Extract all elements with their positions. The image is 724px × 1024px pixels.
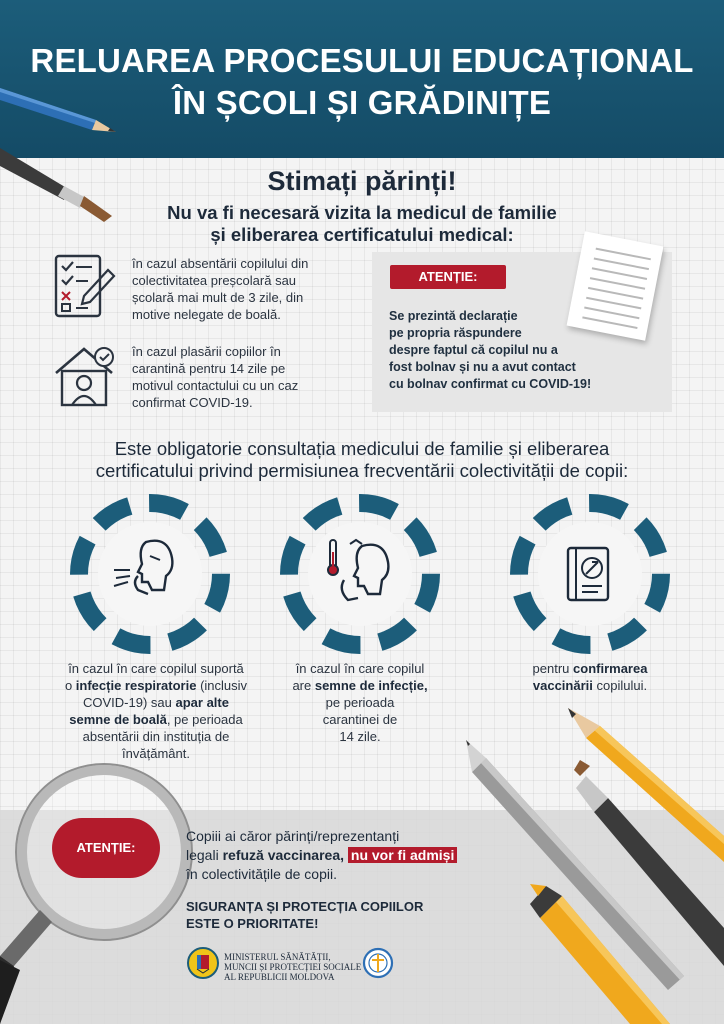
mandatory-heading: Este obligatorie consultația medicului de familie și eliberarea certificatului privind permisiunea frecventării colectivității de copii:: [95, 438, 629, 481]
vaccination-text: pentru confirmarea vaccinării copilului.: [532, 661, 648, 693]
no-visit-line-2: și eliberarea certificatului medical:: [210, 224, 514, 245]
respiratory-infection-text: în cazul în care copilul suportă o infecție respiratorie (inclusiv COVID-19) sau apar alte semne de boală, pe perioada absentării din instituția de învățământ.: [64, 661, 248, 761]
infection-signs-text: în cazul în care copilul are semne de infecție, pe perioada carantinei de 14 zile.: [292, 661, 428, 744]
checklist-icon: [54, 252, 116, 322]
no-visit-line-1: Nu va fi necesară vizita la medicul de familie: [167, 202, 557, 223]
blue-pencil-illustration: [0, 82, 120, 142]
title-line-2: ÎN ȘCOLI ȘI GRĂDINIȚE: [172, 84, 552, 121]
magnifying-glass-illustration: [0, 760, 200, 1024]
ministry-coat-of-arms-icon: [186, 946, 220, 980]
pencils-illustration: [430, 700, 724, 1024]
home-person-icon: [52, 343, 118, 409]
coughing-person-icon: [110, 536, 190, 612]
title-line-1: RELUAREA PROCESULUI EDUCAȚIONAL: [30, 42, 694, 79]
declaration-text: Se prezintă declarație pe propria răspundere despre faptul că copilul nu a fost bolnav și nu a avut contact cu bolnav confirmat cu COVID-19!: [389, 309, 592, 391]
greeting-heading: Stimați părinți!: [267, 166, 457, 196]
vaccination-refusal-text: Copiii ai căror părinți/reprezentanți legali refuză vaccinarea, nu vor fi admiși în colectivitățile de copii.: [186, 827, 526, 884]
public-health-agency-logo: [362, 946, 394, 980]
case-absence-text: în cazul absentării copilului din colectivitatea preșcolară sau școlară mai mult de 3 zile, din motive nelegate de boală.: [132, 256, 309, 322]
safety-slogan: SIGURANȚA ȘI PROTECȚIA COPIILOR ESTE O PRIORITATE!: [186, 899, 424, 931]
bottom-attention-badge: ATENȚIE:: [52, 818, 160, 878]
ministry-name: MINISTERUL SĂNĂTĂȚII, MUNCII ȘI PROTECȚIEI SOCIALE AL REPUBLICII MOLDOVA: [224, 952, 362, 982]
case-quarantine-text: în cazul plasării copiilor în carantină pentru 14 zile pe motivul contactului cu un caz confirmat COVID-19.: [132, 344, 299, 410]
attention-badge: ATENȚIE:: [390, 265, 506, 289]
fever-person-icon: [322, 536, 402, 612]
vaccination-card-icon: [562, 544, 618, 604]
